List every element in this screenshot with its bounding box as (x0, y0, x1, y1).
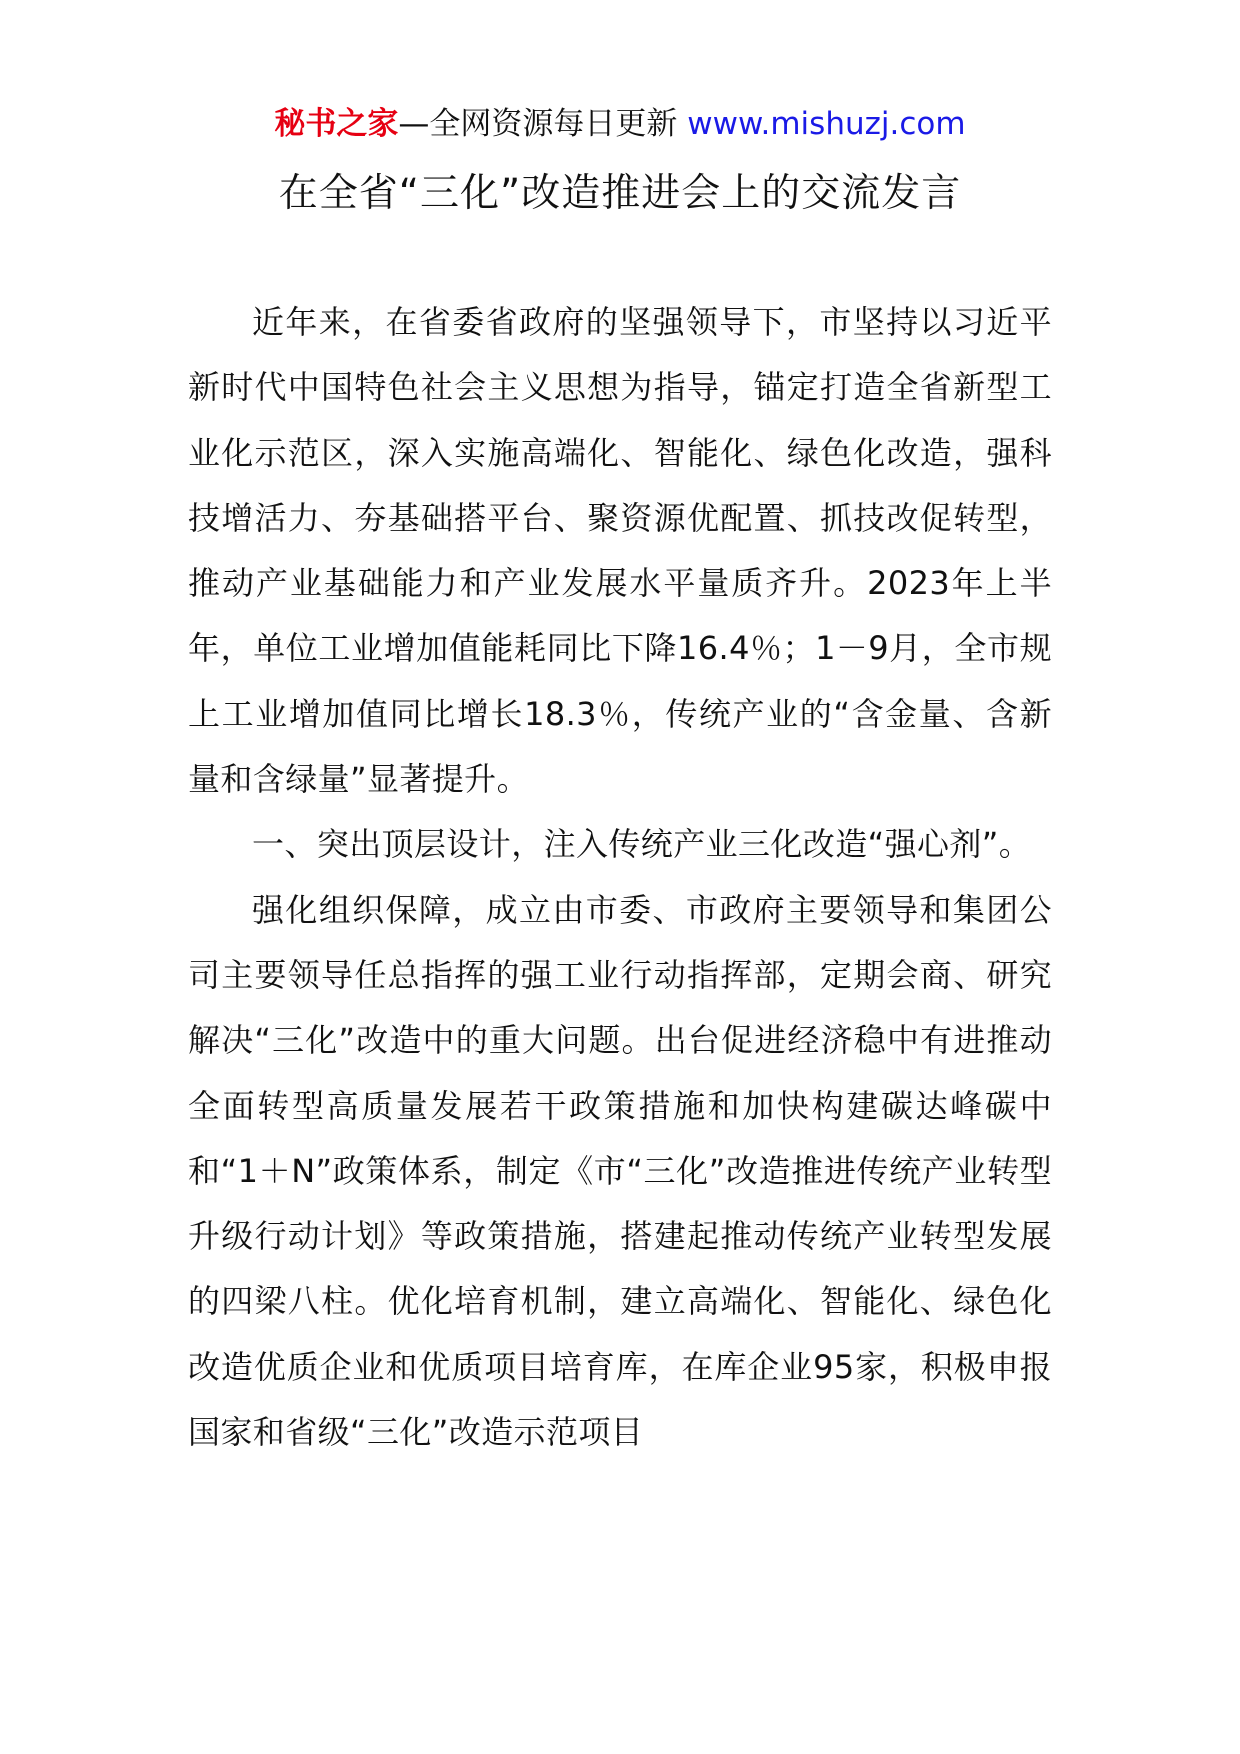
site-tagline: —全网资源每日更新 (398, 106, 678, 142)
paragraph-intro: 近年来，在省委省政府的坚强领导下，市坚持以习近平新时代中国特色社会主义思想为指导，锚定打造全省新型工业化示范区，深入实施高端化、智能化、绿色化改造，强科技增活力、夯基础搭平台、聚资源优配置、抓技改促转型，推动产业基础能力和产业发展水平量质齐升。2023年上半年，单位工业增加值能耗同比下降16.4％；1－9月，全市规上工业增加值同比增长18.3％，传统产业的“含金量、含新量和含绿量”显著提升。 (188, 303, 1052, 799)
document-title: 在全省“三化”改造推进会上的交流发言 (278, 171, 962, 216)
document-body (188, 290, 1052, 1465)
site-header (0, 102, 1240, 146)
site-url-link[interactable]: www.mishuzj.com (687, 106, 966, 142)
section-heading-1: 一、突出顶层设计，注入传统产业三化改造“强心剂”。 (252, 825, 1032, 864)
paragraph-section-1: 强化组织保障，成立由市委、市政府主要领导和集团公司主要领导任总指挥的强工业行动指挥部，定期会商、研究解决“三化”改造中的重大问题。出台促进经济稳中有进推动全面转型高质量发展若干政策措施和加快构建碳达峰碳中和“1＋N”政策体系，制定《市“三化”改造推进传统产业转型升级行动计划》等政策措施，搭建起推动传统产业转型发展的四梁八柱。优化培育机制，建立高端化、智能化、绿色化改造优质企业和优质项目培育库，在库企业95家，积极申报国家和省级“三化”改造示范项目 (188, 890, 1052, 1452)
site-brand: 秘书之家 (274, 106, 399, 142)
